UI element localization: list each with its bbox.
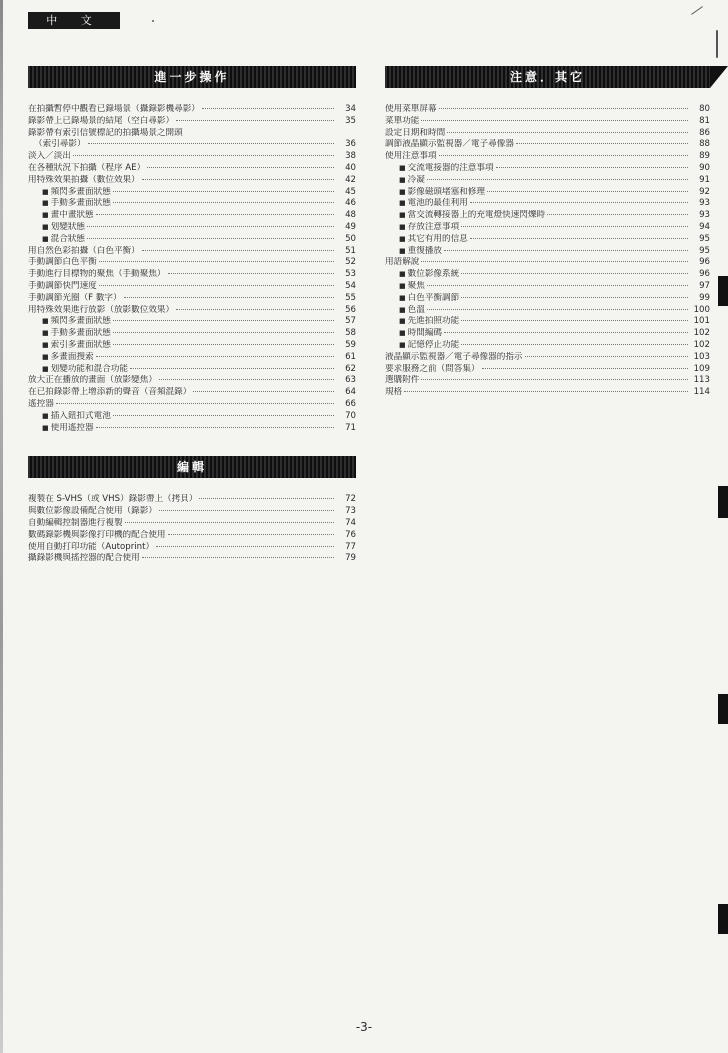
toc-entry [28, 494, 356, 506]
section-banner-editing: 編輯 [28, 456, 356, 478]
toc-entry [385, 128, 710, 140]
toc-entry [28, 518, 356, 530]
toc-entry-title: 手動進行目標物的聚焦（手動聚焦） [28, 269, 166, 280]
toc-entry-title: 複製在 S-VHS（或 VHS）錄影帶上（拷貝） [28, 494, 198, 505]
thumb-tab-4 [718, 904, 728, 934]
toc-entry-title: ■ 划變狀態 [50, 221, 86, 232]
toc-entry-title: 自動編輯控制器進行複製 [28, 517, 123, 528]
toc-entry [28, 187, 356, 199]
scan-speck [691, 6, 703, 15]
toc-entry-title: 菜單功能 [385, 115, 420, 126]
dot-leader [202, 108, 334, 109]
toc-entry-title: ■ 多畫面搜索 [50, 351, 94, 362]
toc-entry-title: ■ 手動多畫面狀態 [50, 328, 111, 339]
dot-leader [99, 261, 334, 262]
dot-leader [516, 143, 688, 144]
section-banner-advanced: 進一步操作 [28, 66, 356, 88]
toc-entry-title: ■ 數位影像系統 [407, 269, 460, 280]
toc-entry-page: 57 [345, 316, 356, 327]
toc-entry-title: ■ 頻閃多畫面狀態 [50, 186, 111, 197]
dot-leader [547, 214, 688, 215]
dot-leader [447, 132, 688, 133]
toc-entry [385, 364, 710, 376]
toc-entry [385, 163, 710, 175]
scan-speck [716, 30, 718, 58]
toc-entry-page: 50 [345, 233, 356, 244]
toc-entry-page: 79 [345, 553, 356, 564]
toc-entry-page: 74 [345, 517, 356, 528]
toc-entry-title: 要求服務之前（問答集） [385, 363, 480, 374]
toc-entry [385, 387, 710, 399]
toc-entry-title: 在已拍錄影帶上增添新的聲音（音頻混錄） [28, 387, 192, 398]
dot-leader [99, 285, 334, 286]
toc-entry-title: ■ 色溫 [407, 304, 425, 315]
toc-entry-page: 76 [345, 529, 356, 540]
dot-leader [147, 167, 334, 168]
dot-leader [124, 297, 334, 298]
toc-entry-page: 53 [345, 269, 356, 280]
toc-entry-title: ■ 划變功能和混合功能 [50, 363, 128, 374]
toc-entry-page: 81 [699, 115, 710, 126]
toc-entry [385, 222, 710, 234]
toc-entry-page: 80 [699, 104, 710, 114]
toc-entry [28, 128, 356, 140]
dot-leader [87, 238, 334, 239]
toc-entry [28, 163, 356, 175]
toc-entry [28, 423, 356, 435]
toc-entry-title: ■ 使用遙控器 [50, 422, 94, 433]
dot-leader [168, 534, 334, 535]
toc-entry-title: 使用注意事項 [385, 151, 437, 162]
toc-entry-title: 使用菜單屏幕 [385, 104, 437, 114]
toc-entry [385, 293, 710, 305]
section-banner-notes: 注意．其它 [385, 66, 710, 88]
toc-entry-page: 62 [345, 363, 356, 374]
toc-entry-title: 錄影帶上已錄場景的結尾（空白尋影） [28, 115, 175, 126]
toc-entry-title: ■ 時間編碼 [407, 328, 443, 339]
toc-entry [385, 305, 710, 317]
toc-entry-page: 35 [345, 115, 356, 126]
toc-entry-page: 71 [345, 422, 356, 433]
toc-entry [385, 151, 710, 163]
toc-entry-title: 用語解說 [385, 257, 420, 268]
toc-entry-page: 101 [693, 316, 710, 327]
dot-leader [156, 546, 334, 547]
toc-entry [28, 542, 356, 554]
toc-entry-title: ■ 當交流轉接器上的充電燈快速閃爍時 [407, 210, 546, 221]
toc-entry-page: 90 [699, 162, 710, 173]
dot-leader [444, 332, 688, 333]
dot-leader [525, 356, 688, 357]
toc-entry-page: 73 [345, 506, 356, 517]
dot-leader [496, 167, 688, 168]
toc-entry-title: 用自然色彩拍攝（白色平衡） [28, 245, 140, 256]
toc-entry [28, 269, 356, 281]
toc-entry-title: ■ 記憶停止功能 [407, 339, 460, 350]
dot-leader [113, 344, 334, 345]
toc-entry-page: 99 [699, 292, 710, 303]
toc-entry-title: 液晶顯示監視器／電子尋像器的指示 [385, 351, 523, 362]
toc-entry-title: 使用自動打印功能（Autoprint） [28, 541, 155, 552]
toc-entry-page: 96 [699, 257, 710, 268]
thumb-tab-3 [718, 694, 728, 724]
toc-entry-title: ■ 混合狀態 [50, 233, 86, 244]
dot-leader [96, 427, 334, 428]
toc-entry [385, 352, 710, 364]
language-tab: 中 文 [28, 12, 120, 29]
dot-leader [113, 320, 334, 321]
toc-entry-title: 數碼錄影機與影像打印機的配合使用 [28, 529, 166, 540]
toc-entry-title: 在拍攝暫停中觀看已錄場景（攝錄影機尋影） [28, 104, 200, 114]
dot-leader [439, 155, 688, 156]
dot-leader [176, 309, 334, 310]
toc-entry-title: ■ 電池的最佳利用 [407, 198, 468, 209]
toc-entry-title: ■ 插入鈕扣式電池 [50, 410, 111, 421]
thumb-tab-2 [718, 486, 728, 518]
toc-entry [28, 411, 356, 423]
toc-entry-page: 34 [345, 104, 356, 114]
toc-entry-title: ■ 手動多畫面狀態 [50, 198, 111, 209]
toc-entry-title: ■ 聚焦 [407, 280, 425, 291]
left-column [28, 66, 356, 565]
dot-leader [427, 309, 688, 310]
toc-entry-title: 遙控器 [28, 398, 54, 409]
dot-leader [461, 344, 688, 345]
dot-leader [427, 179, 688, 180]
toc-entry [28, 104, 356, 116]
dot-leader [199, 498, 334, 499]
toc-entry-page: 109 [693, 363, 710, 374]
toc-entry-page: 72 [345, 494, 356, 505]
thumb-tab-1 [718, 276, 728, 306]
dot-leader [461, 297, 688, 298]
toc-entry-title: 淡入／淡出 [28, 151, 71, 162]
toc-entry-title: ■ 交流電接器的注意事項 [407, 162, 494, 173]
dot-leader [421, 261, 688, 262]
toc-list-notes [385, 104, 710, 399]
toc-entry [28, 553, 356, 565]
toc-entry-page: 70 [345, 410, 356, 421]
toc-entry-page: 89 [699, 151, 710, 162]
toc-entry-title: ■ 影像磁頭堵塞和修理 [407, 186, 485, 197]
toc-entry [385, 175, 710, 187]
dot-leader [444, 250, 688, 251]
toc-list-advanced [28, 104, 356, 434]
dot-leader [142, 557, 334, 558]
toc-entry-page: 86 [699, 127, 710, 138]
toc-entry-title: ■ 先進拍照功能 [407, 316, 460, 327]
toc-entry-page: 91 [699, 174, 710, 185]
dot-leader [113, 191, 334, 192]
toc-entry [385, 246, 710, 258]
toc-entry-title: 選購附件 [385, 375, 420, 386]
toc-entry-page: 95 [699, 233, 710, 244]
dot-leader [421, 120, 688, 121]
toc-entry-page: 66 [345, 398, 356, 409]
toc-entry-page: 103 [693, 351, 710, 362]
toc-entry [385, 281, 710, 293]
toc-entry [385, 187, 710, 199]
toc-entry-title: 用特殊效果進行放影（放影數位效果） [28, 304, 175, 315]
toc-entry-title: （索引尋影） [34, 139, 86, 150]
toc-entry [28, 399, 356, 411]
toc-entry-title: 手動調節光圈（F 數字） [28, 292, 122, 303]
toc-entry-title: 放大正在播放的畫面（放影變焦） [28, 375, 157, 386]
toc-entry [28, 387, 356, 399]
toc-entry [385, 116, 710, 128]
toc-entry-page: 38 [345, 151, 356, 162]
toc-entry [28, 281, 356, 293]
dot-leader [168, 273, 334, 274]
toc-entry [385, 257, 710, 269]
toc-entry-page: 40 [345, 162, 356, 173]
dot-leader [487, 191, 688, 192]
toc-entry [28, 198, 356, 210]
toc-entry-page: 52 [345, 257, 356, 268]
toc-entry-page: 77 [345, 541, 356, 552]
toc-entry [28, 305, 356, 317]
toc-entry-page: 48 [345, 210, 356, 221]
toc-entry-title: 手動調節白色平衡 [28, 257, 97, 268]
toc-entry [385, 139, 710, 151]
toc-entry-title: 設定日期和時間 [385, 127, 446, 138]
toc-entry [28, 222, 356, 234]
dot-leader [470, 202, 688, 203]
toc-list-editing [28, 494, 356, 565]
toc-entry-page: 92 [699, 186, 710, 197]
toc-entry-title: ■ 白色平衡調節 [407, 292, 460, 303]
dot-leader [73, 155, 334, 156]
scan-speck [152, 20, 154, 22]
toc-entry-title: ■ 其它有用的信息 [407, 233, 468, 244]
dot-leader [427, 285, 688, 286]
dot-leader [125, 522, 334, 523]
toc-entry-page: 93 [699, 210, 710, 221]
dot-leader [159, 379, 334, 380]
toc-entry [385, 340, 710, 352]
dot-leader [96, 214, 334, 215]
dot-leader [176, 120, 334, 121]
toc-entry-page: 93 [699, 198, 710, 209]
toc-entry-page: 96 [699, 269, 710, 280]
toc-entry-page: 100 [693, 304, 710, 315]
toc-entry-title: 規格 [385, 387, 403, 398]
toc-entry [385, 269, 710, 281]
toc-entry [385, 328, 710, 340]
dot-leader [461, 320, 688, 321]
toc-entry-page: 49 [345, 221, 356, 232]
edit-section [28, 456, 356, 565]
toc-entry-page: 64 [345, 387, 356, 398]
toc-entry [385, 104, 710, 116]
toc-entry-title: ■ 頻閃多畫面狀態 [50, 316, 111, 327]
toc-entry [28, 328, 356, 340]
dot-leader [142, 250, 334, 251]
toc-entry-page: 45 [345, 186, 356, 197]
dot-leader [113, 332, 334, 333]
toc-entry [385, 210, 710, 222]
toc-entry [28, 506, 356, 518]
toc-entry-title: ■ 存放注意事項 [407, 221, 460, 232]
dot-leader [470, 238, 688, 239]
toc-entry-page: 88 [699, 139, 710, 150]
toc-entry-title: ■ 重復播放 [407, 245, 443, 256]
toc-entry-page: 54 [345, 280, 356, 291]
toc-entry [385, 198, 710, 210]
toc-entry-page: 55 [345, 292, 356, 303]
dot-leader [461, 226, 688, 227]
toc-entry [28, 257, 356, 269]
toc-entry-page: 114 [693, 387, 710, 398]
dot-leader [482, 368, 688, 369]
toc-entry-title: ■ 索引多畫面狀態 [50, 339, 111, 350]
toc-entry [28, 364, 356, 376]
page-number: -3- [355, 1020, 373, 1034]
toc-entry [28, 246, 356, 258]
toc-entry [28, 210, 356, 222]
toc-entry-title: 用特殊效果拍攝（數位效果） [28, 174, 140, 185]
toc-entry-title: 錄影帶有索引信號標記的拍攝場景之開頭 [28, 127, 183, 138]
toc-entry-page: 102 [693, 339, 710, 350]
toc-entry [28, 316, 356, 328]
dot-leader [56, 403, 334, 404]
toc-entry-page: 61 [345, 351, 356, 362]
dot-leader [142, 179, 334, 180]
dot-leader [96, 356, 334, 357]
toc-entry-page: 58 [345, 328, 356, 339]
toc-entry [28, 139, 356, 151]
toc-entry-title: ■ 畫中畫狀態 [50, 210, 94, 221]
toc-entry-title: 調節液晶顯示監視器／電子尋像器 [385, 139, 514, 150]
dot-leader [421, 379, 688, 380]
dot-leader [461, 273, 688, 274]
toc-entry [28, 530, 356, 542]
toc-entry-page: 63 [345, 375, 356, 386]
dot-leader [130, 368, 334, 369]
toc-entry [28, 340, 356, 352]
page-edge-shadow [0, 0, 3, 1053]
toc-entry-title: 手動調節快門速度 [28, 280, 97, 291]
toc-entry-page: 94 [699, 221, 710, 232]
toc-entry-page: 56 [345, 304, 356, 315]
toc-entry [28, 116, 356, 128]
toc-entry-page: 97 [699, 280, 710, 291]
toc-entry-page: 42 [345, 174, 356, 185]
toc-entry-page: 59 [345, 339, 356, 350]
right-column [385, 66, 710, 399]
toc-entry [28, 352, 356, 364]
dot-leader [88, 143, 334, 144]
dot-leader [113, 415, 334, 416]
toc-entry-title: 在各種狀況下拍攝（程序 AE） [28, 162, 146, 173]
toc-entry [28, 175, 356, 187]
toc-entry-title: 與數位影像設備配合使用（錄影） [28, 506, 157, 517]
toc-entry-page: 95 [699, 245, 710, 256]
toc-entry [385, 316, 710, 328]
dot-leader [87, 226, 334, 227]
toc-entry-title: ■ 冷凝 [407, 174, 425, 185]
toc-entry-page: 46 [345, 198, 356, 209]
toc-entry [385, 234, 710, 246]
dot-leader [159, 510, 334, 511]
dot-leader [439, 108, 688, 109]
toc-entry [385, 375, 710, 387]
dot-leader [113, 202, 334, 203]
toc-entry-title: 攝錄影機與搖控器的配合使用 [28, 553, 140, 564]
dot-leader [404, 391, 688, 392]
toc-entry [28, 375, 356, 387]
toc-entry [28, 293, 356, 305]
toc-entry-page: 113 [693, 375, 710, 386]
toc-entry-page: 36 [345, 139, 356, 150]
toc-entry [28, 234, 356, 246]
toc-entry-page: 102 [693, 328, 710, 339]
toc-entry-page: 51 [345, 245, 356, 256]
dot-leader [193, 391, 334, 392]
toc-entry [28, 151, 356, 163]
